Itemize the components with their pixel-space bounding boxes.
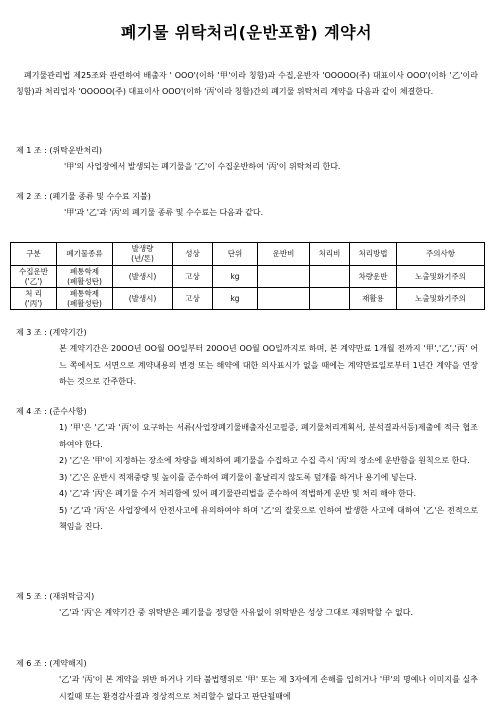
- article-5-heading: 제 5 조 : (재위탁금지): [16, 592, 95, 601]
- cell-waste-type: [57, 266, 113, 288]
- cell-caution: 노출및화기주의: [397, 288, 485, 310]
- col-caution-header: 주의사항: [397, 243, 485, 266]
- article-5: [16, 589, 478, 622]
- article-5-text: '乙'과 '丙'은 계약기간 중 위탁받은 폐기물을 정당한 사유없이 위탁받은 성상 그대로 재위탁할 수 없다.: [59, 608, 414, 617]
- cell-state: 고상: [173, 266, 213, 288]
- col-treatment-fee-header: 처리비: [310, 243, 350, 266]
- cell-method: 재활용: [350, 288, 397, 310]
- col-amount-header: [113, 243, 173, 266]
- cell-transport-fee: [258, 288, 310, 310]
- waste-type-text: 폐통학제 (폐활성탄): [67, 266, 102, 286]
- cell-amount: (발생시): [113, 266, 173, 288]
- article-3: [16, 325, 478, 391]
- article-3-heading: 제 3 조 : (계약기간): [16, 328, 87, 337]
- amount-header-text: 발생량 (년/톤): [131, 244, 154, 263]
- article-3-body: [16, 341, 478, 391]
- article-4-item-4: 4) '乙'과 '丙'은 폐기물 수거 처리함에 있어 폐기물관리법을 준수하여 적법하게 운반 및 처리 해야 한다.: [59, 489, 417, 498]
- table-row: [11, 266, 485, 288]
- article-2-text: '甲'과 '乙'과 '丙'의 폐기물 종류 및 수수료는 다음과 같다.: [64, 208, 264, 217]
- intro-paragraph: 폐기물관리법 제25조와 관련하여 배출자 ' OOO'(이하 '甲'이라 칭함)과 수집,운반자 'OOOOO(주) 대표이사 OOO'(이하 '乙'이라 칭함)과 처리업자 'OOOOO(주) 대표이사 OOO'(이하 '丙'이라 칭함)간의 폐기물 위탁처리 계약을 다음과 같이 체결한다.: [16, 71, 478, 96]
- col-waste-type-header: 폐기물종류: [57, 243, 113, 266]
- cell-waste-type: [57, 288, 113, 310]
- cell-state: 고상: [173, 288, 213, 310]
- article-4-item-3: 3) '乙'은 운반시 적재중량 및 높이를 준수하여 폐기물이 흩날리지 않도록 덮개를 하거나 용기에 넣는다.: [59, 472, 417, 482]
- article-6: [16, 656, 478, 705]
- article-4: [16, 404, 478, 536]
- cell-unit: kg: [213, 266, 258, 288]
- article-4-item-5: 5) '乙'과 '丙'은 사업장에서 안전사고에 유의하여야 하며 '乙'의 잘못으로 인하여 발생한 사고에 대하여 '乙'은 전적으로 책임을 진다.: [59, 505, 478, 531]
- category-text: 처 리 ('丙'): [24, 288, 43, 308]
- article-5-body: [16, 605, 478, 622]
- article-1: [16, 143, 478, 176]
- cell-treatment-fee: [310, 266, 350, 288]
- col-category-header: 구분: [11, 243, 57, 266]
- cell-transport-fee: [258, 266, 310, 288]
- col-state-header: 성상: [173, 243, 213, 266]
- waste-fee-table: [10, 242, 485, 310]
- article-4-item-1: 1) '甲'은 '乙'과 '丙'이 요구하는 서류(사업장폐기물배출자신고필증, 폐기물처리계획서, 분석결과서등)제출에 적극 협조하여야 한다.: [59, 423, 478, 449]
- col-method-header: 처리방법: [350, 243, 397, 266]
- article-2-heading: 제 2 조 : (폐기물 종류 및 수수료 지불): [16, 192, 151, 201]
- document-title: 폐기물 위탁처리(운반포함) 계약서: [120, 23, 373, 42]
- cell-amount: (발생시): [113, 288, 173, 310]
- article-1-body: [16, 159, 478, 176]
- cell-category: [11, 266, 57, 288]
- cell-treatment-fee: [310, 288, 350, 310]
- article-2: [16, 189, 478, 222]
- cell-unit: kg: [213, 288, 258, 310]
- cell-category: [11, 288, 57, 310]
- article-1-text: '甲'의 사업장에서 발생되는 폐기물을 '乙'이 수집운반하여 '丙'이 위탁처리 한다.: [64, 162, 341, 171]
- table-header-row: [11, 243, 485, 266]
- waste-type-text: 폐통학제 (폐활성탄): [67, 288, 102, 308]
- cell-method: 차량운반: [350, 266, 397, 288]
- article-4-heading: 제 4 조 : (준수사항): [16, 407, 87, 416]
- article-4-item-2: 2) '乙'은 '甲'이 지정하는 장소에 차량을 배치하여 폐기물을 수집하고 수집 즉시 '丙'의 장소에 운반함을 원칙으로 한다.: [59, 456, 470, 465]
- category-text: 수집운반 ('乙'): [19, 266, 48, 286]
- col-unit-header: 단위: [213, 243, 258, 266]
- cell-caution: 노출및화기주의: [397, 266, 485, 288]
- table-row: [11, 288, 485, 310]
- article-6-body: [16, 672, 478, 705]
- col-transport-fee-header: 운반비: [258, 243, 310, 266]
- article-3-text: 본 계약기간은 20OO년 OO월 OO일부터 20OO년 OO월 OO일까지로 하며, 본 계약만료 1개월 전까지 '甲','乙','丙' 어느 쪽에서도 서면으로 계약내용의 변경 또는 해약에 대한 의사표시가 없을 때에는 계약만료일로부터 1년간 계약을 연장하는 것으로 간주한다.: [59, 344, 478, 386]
- article-1-heading: 제 1 조 : (위탁운반처리): [16, 146, 103, 155]
- article-4-body: [16, 420, 478, 536]
- article-6-heading: 제 6 조 : (계약해지): [16, 659, 87, 668]
- article-6-text: '乙'과 '丙'이 본 계약을 위반 하거나 기타 불법행위로 '甲' 또는 제 3자에게 손해를 입히거나 '甲'의 명예나 이미지를 실추시킬때 또는 환경감사결과 정상적으로 처리할수 없다고 판단될때에: [59, 675, 478, 701]
- article-2-body: [16, 205, 478, 222]
